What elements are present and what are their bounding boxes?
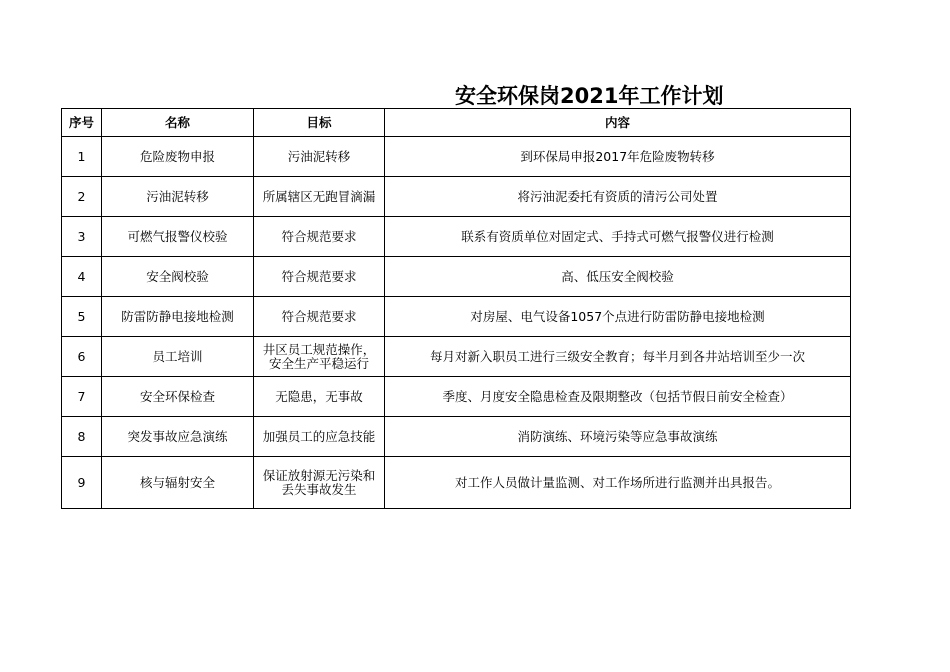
table-row [62,217,851,257]
cell-no: 1 [62,137,102,177]
page-title: 安全环保岗2021年工作计划 [455,84,724,108]
cell-target: 无隐患，无事故 [254,377,385,417]
cell-target: 污油泥转移 [254,137,385,177]
cell-name: 安全阀校验 [102,257,254,297]
table-row [62,137,851,177]
cell-name: 可燃气报警仪校验 [102,217,254,257]
cell-name: 突发事故应急演练 [102,417,254,457]
header-no: 序号 [62,109,102,137]
cell-no: 9 [62,457,102,509]
table-row [62,377,851,417]
cell-name: 防雷防静电接地检测 [102,297,254,337]
cell-content: 到环保局申报2017年危险废物转移 [385,137,851,177]
header-target: 目标 [254,109,385,137]
work-plan-table [61,108,851,509]
cell-no: 7 [62,377,102,417]
cell-target: 加强员工的应急技能 [254,417,385,457]
cell-target-text: 井区员工规范操作，安全生产平稳运行 [262,341,376,371]
cell-target [254,337,385,377]
cell-content: 对房屋、电气设备1057个点进行防雷防静电接地检测 [385,297,851,337]
cell-target: 符合规范要求 [254,217,385,257]
cell-name: 污油泥转移 [102,177,254,217]
cell-content: 对工作人员做计量监测、对工作场所进行监测并出具报告。 [385,457,851,509]
cell-name: 核与辐射安全 [102,457,254,509]
cell-target: 符合规范要求 [254,257,385,297]
cell-no: 8 [62,417,102,457]
table-row [62,337,851,377]
cell-no: 4 [62,257,102,297]
cell-target: 符合规范要求 [254,297,385,337]
cell-content: 消防演练、环境污染等应急事故演练 [385,417,851,457]
header-name: 名称 [102,109,254,137]
cell-no: 5 [62,297,102,337]
cell-target-text: 保证放射源无污染和丢失事故发生 [262,467,376,497]
cell-content: 季度、月度安全隐患检查及限期整改（包括节假日前安全检查） [385,377,851,417]
cell-no: 6 [62,337,102,377]
cell-target: 所属辖区无跑冒滴漏 [254,177,385,217]
table-row [62,297,851,337]
cell-target [254,457,385,509]
table-row [62,177,851,217]
table-row [62,457,851,509]
table-header-row [62,109,851,137]
table-row [62,257,851,297]
cell-content: 将污油泥委托有资质的清污公司处置 [385,177,851,217]
cell-no: 2 [62,177,102,217]
cell-content: 高、低压安全阀校验 [385,257,851,297]
header-content: 内容 [385,109,851,137]
cell-name: 安全环保检查 [102,377,254,417]
cell-name: 员工培训 [102,337,254,377]
table-row [62,417,851,457]
cell-no: 3 [62,217,102,257]
cell-content: 联系有资质单位对固定式、手持式可燃气报警仪进行检测 [385,217,851,257]
cell-name: 危险废物申报 [102,137,254,177]
cell-content: 每月对新入职员工进行三级安全教育；每半月到各井站培训至少一次 [385,337,851,377]
